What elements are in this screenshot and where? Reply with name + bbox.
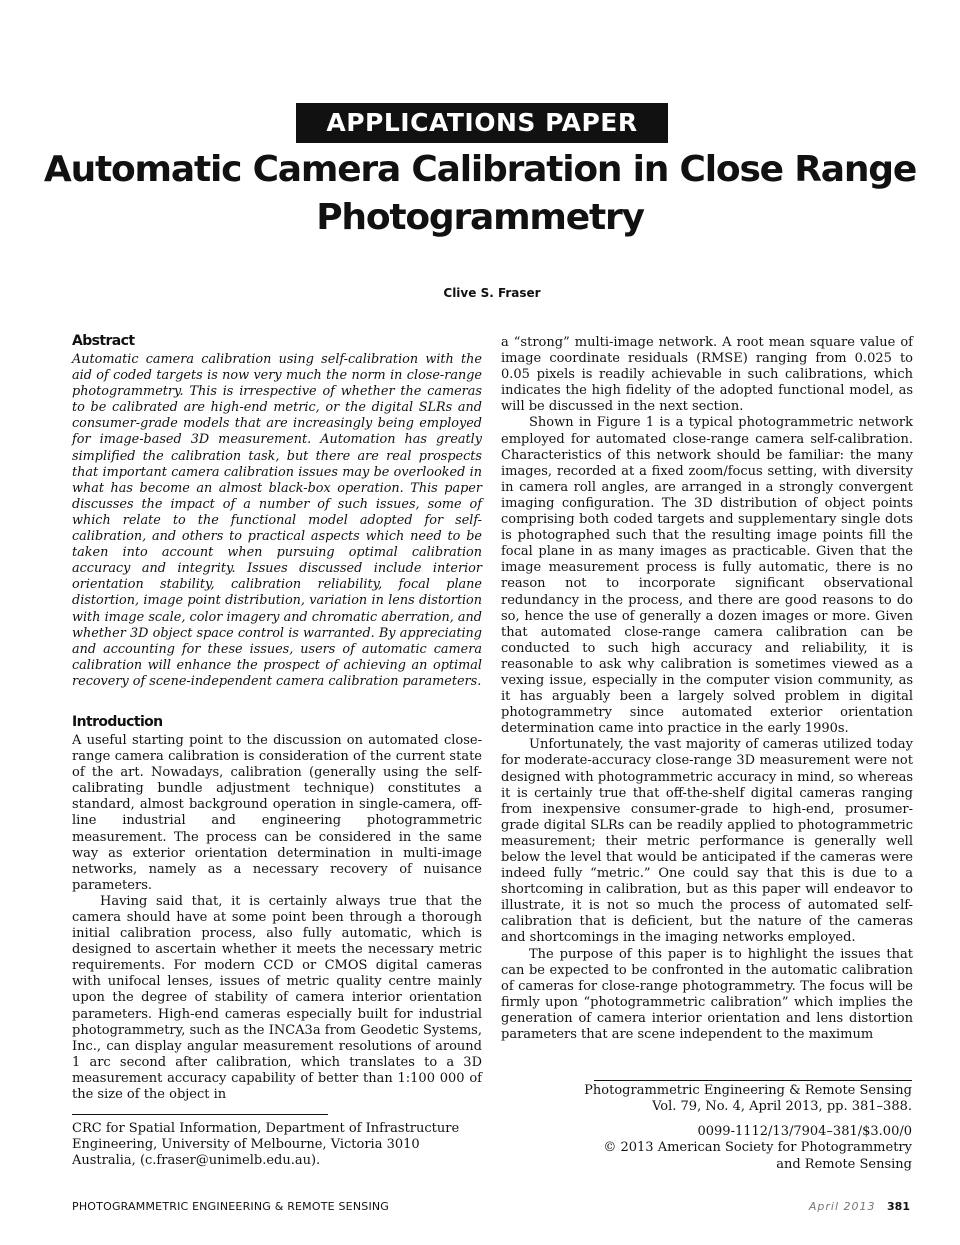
author-affiliation-footnote: CRC for Spatial Information, Department of Infrastructure Engineering, University of Melbourne, Victoria 3010 Australia, (c.fraser@unimelb.edu.au). bbox=[72, 1121, 460, 1169]
intro-paragraph: Having said that, it is certainly always true that the camera should have at some point been through a thorough initial calibration process, also fully automatic, which is designed to ascertain whether it meets the necessary metric requirements. For modern CCD or CMOS digital cameras with unifocal lenses, issues of metric quality centre mainly upon the degree of stability of camera interior orientation parameters. High-end cameras especially built for industrial photogrammetry, such as the INCA3a from Geodetic Systems, Inc., can display angular measurement resolutions of around 1 arc second after calibration, which translates to a 3D measurement accuracy capability of better than 1:100 000 of the size of the object in bbox=[72, 893, 482, 1103]
footer-page-info bbox=[809, 1200, 910, 1213]
introduction-heading: Introduction bbox=[72, 713, 163, 730]
body-paragraph: Unfortunately, the vast majority of cameras utilized today for moderate-accuracy close-range 3D measurement were not designed with photogrammetric accuracy in mind, so whereas it is certainly true that off-the-shelf digital cameras ranging from inexpensive consumer-grade to high-end, prosumer-grade digital SLRs can be readily applied to photogrammetric measurement; their metric performance is generally well below the level that would be anticipated if the cameras were indeed fully “metric.” One could say that this is due to a shortcoming in calibration, but as this paper will endeavor to illustrate, it is not so much the process of automated self-calibration that is deficient, but the nature of the cameras and shortcomings in the imaging networks employed. bbox=[501, 737, 913, 946]
abstract-text: Automatic camera calibration using self-calibration with the aid of coded targets is now very much the norm in close-range photogrammetry. This is irrespective of whether the cameras to be calibrated are high-end metric, or the digital SLRs and consumer-grade models that are increasingly being employed for image-based 3D measurement. Automation has greatly simplified the calibration task, but there are real prospects that important camera calibration issues may be overlooked in what has become an almost black-box operation. This paper discusses the impact of a number of such issues, some of which relate to the functional model adopted for self-calibration, and others to practical aspects which need to be taken into account when pursuing optimal calibration accuracy and integrity. Issues discussed include interior orientation stability, calibration reliability, focal plane distortion, image point distribution, variation in lens distortion with image scale, color imagery and chromatic aberration, and whether 3D object space control is warranted. By appreciating and accounting for these issues, users of automatic camera calibration will enhance the prospect of achieving an optimal recovery of scene-independent camera calibration parameters. bbox=[72, 352, 482, 689]
body-paragraph: The purpose of this paper is to highlight the issues that can be expected to be confronted in the automatic calibration of cameras for close-range photogrammetry. The focus will be firmly upon “photogrammetric calibration” which implies the generation of camera interior orientation and lens distortion parameters that are scene independent to the maximum bbox=[501, 946, 913, 1043]
journal-info-line: and Remote Sensing bbox=[776, 1156, 912, 1172]
footer-journal-name: PHOTOGRAMMETRIC ENGINEERING & REMOTE SENSING bbox=[72, 1200, 390, 1213]
page-number: 381 bbox=[887, 1200, 910, 1213]
journal-info-line: Photogrammetric Engineering & Remote Sensing bbox=[584, 1083, 912, 1098]
journal-info-rule bbox=[594, 1080, 912, 1081]
author-name: Clive S. Fraser bbox=[443, 286, 541, 300]
body-paragraph: Shown in Figure 1 is a typical photogrammetric network employed for automated close-range camera self-calibration. Characteristics of this network should be familiar: the many images, recorded at a fixed zoom/focus setting, with diversity in camera roll angles, are arranged in a strongly convergent imaging configuration. The 3D distribution of object points comprising both coded targets and supplementary single dots is photographed such that the resulting image points fill the focal plane in as many images as practicable. Given that the image measurement process is fully automatic, there is no reason not to incorporate significant observational redundancy in the process, and there are good reasons to do so, hence the use of generally a dozen images or more. Given that automated close-range camera calibration can be conducted to such high accuracy and reliability, it is reasonable to ask why calibration is sometimes viewed as a vexing issue, especially in the computer vision community, as it has arguably been a largely solved problem in digital photogrammetry since automated exterior orientation determination came into practice in the early 1990s. bbox=[501, 415, 913, 737]
footer-date: April 2013 bbox=[808, 1200, 876, 1213]
journal-info-line: Vol. 79, No. 4, April 2013, pp. 381–388. bbox=[652, 1099, 912, 1115]
journal-info-line: 0099-1112/13/7904–381/$3.00/0 bbox=[697, 1123, 912, 1139]
body-paragraph: a “strong” multi-image network. A root mean square value of image coordinate residuals (RMSE) ranging from 0.025 to 0.05 pixels is readily achievable in such calibrations, which indicates the high fidelity of the adopted functional model, as will be discussed in the next section. bbox=[501, 335, 913, 415]
right-column bbox=[501, 335, 913, 1043]
left-column bbox=[72, 333, 482, 1103]
journal-info-line: © 2013 American Society for Photogrammetry bbox=[603, 1140, 912, 1156]
abstract-heading: Abstract bbox=[72, 333, 135, 349]
intro-paragraph: A useful starting point to the discussion on automated close-range camera calibration is consideration of the current state of the art. Nowadays, calibration (generally using the self-calibrating bundle adjustment technique) constitutes a standard, almost background operation in single-camera, off-line industrial and engineering photogrammetric measurement. The process can be considered in the same way as exterior orientation determination in multi-image networks, namely as a necessary recovery of nuisance parameters. bbox=[72, 732, 482, 893]
section-banner: APPLICATIONS PAPER bbox=[296, 103, 668, 143]
footnote-rule bbox=[72, 1114, 328, 1115]
paper-title: Automatic Camera Calibration in Close Range Photogrammetry bbox=[43, 149, 917, 238]
journal-info bbox=[560, 1083, 912, 1173]
